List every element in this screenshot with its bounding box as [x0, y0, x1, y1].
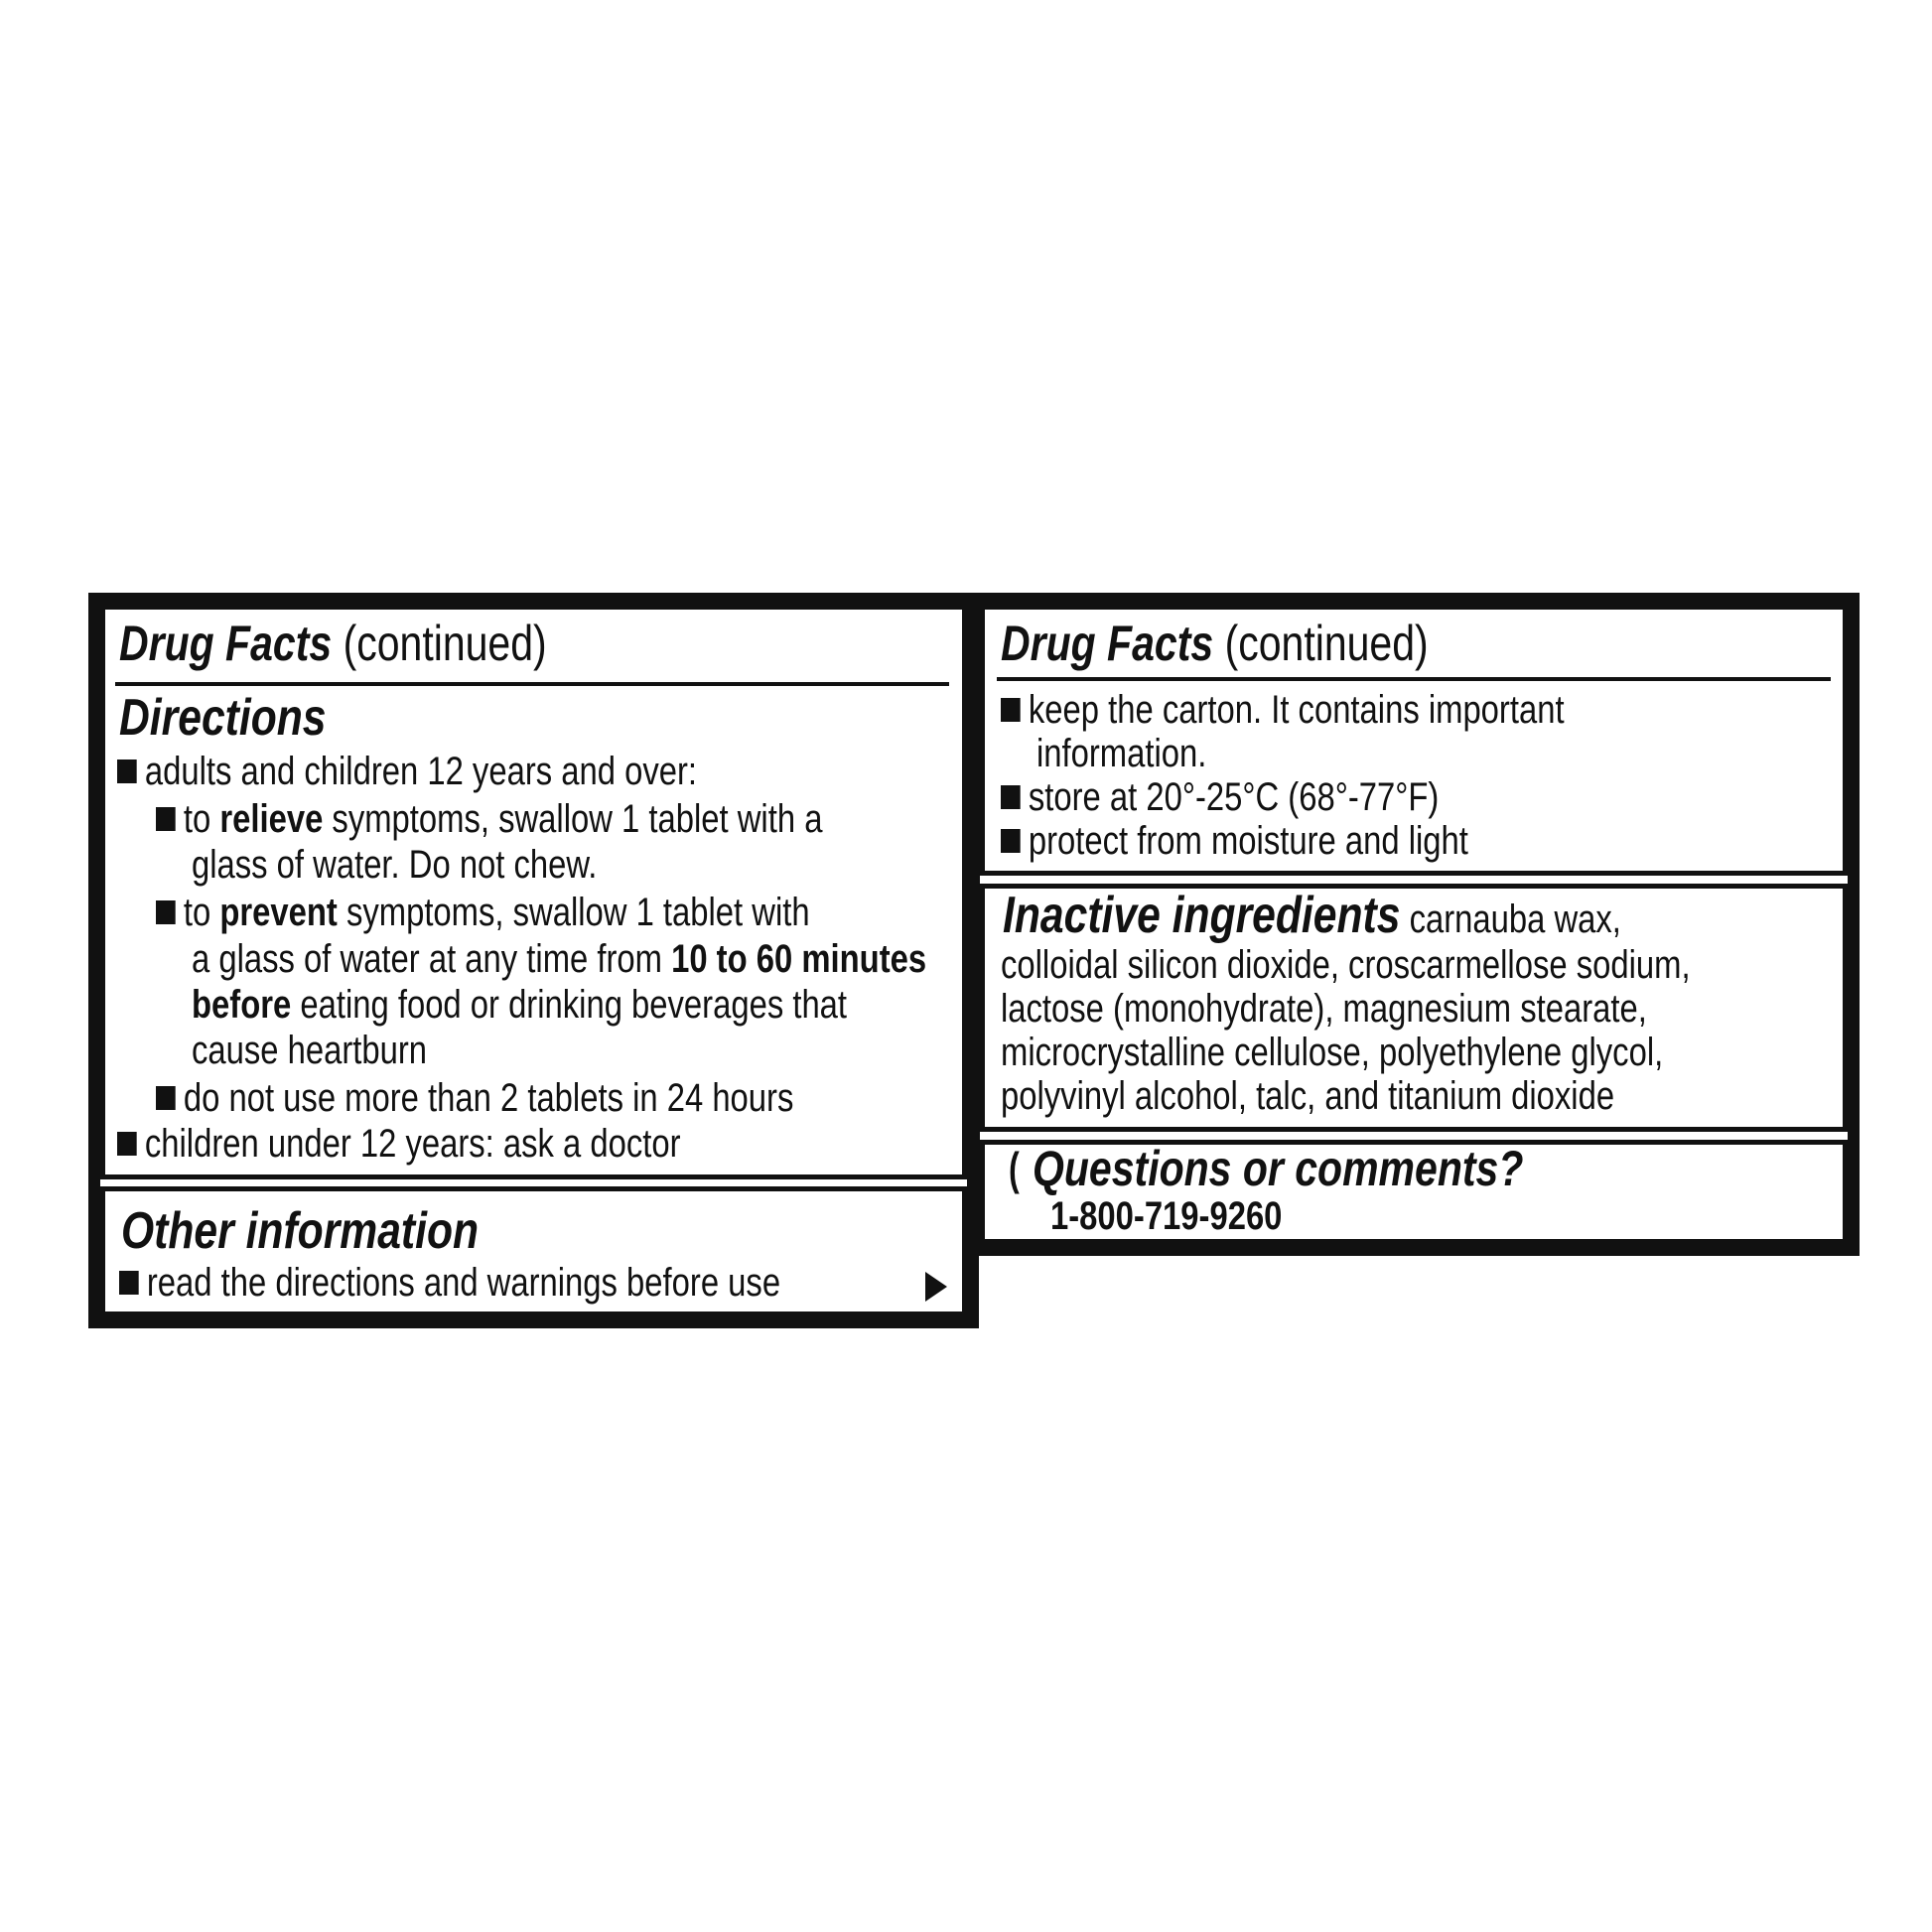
bullet [1001, 829, 1021, 853]
inactive-ingredients-line1: Inactive ingredients carnauba wax, [1003, 887, 1621, 944]
storage-item-moisture: protect from moisture and light [1001, 819, 1468, 863]
other-info-title: Other information [121, 1202, 480, 1260]
bullet [117, 1132, 137, 1156]
directions-relieve-cont: glass of water. Do not chew. [192, 843, 598, 887]
directions-relieve: to relieve symptoms, swallow 1 tablet with a [156, 797, 822, 841]
directions-prevent-cont1: a glass of water at any time from 10 to 60 minutes [192, 937, 927, 981]
right-header-rule [997, 677, 1831, 681]
bullet [156, 900, 176, 924]
storage-item-carton: keep the carton. It contains important [1001, 688, 1565, 732]
directions-prevent: to prevent symptoms, swallow 1 tablet with [156, 891, 810, 934]
phone-icon: ( [1009, 1143, 1020, 1194]
bullet [1001, 698, 1021, 722]
inactive-ingredients-line3: lactose (monohydrate), magnesium stearate, [1001, 987, 1647, 1031]
left-header-rule [115, 682, 949, 686]
bullet [119, 1271, 139, 1295]
directions-title: Directions [119, 689, 327, 747]
phone-number: 1-800-719-9260 [1050, 1194, 1283, 1238]
storage-item-temperature: store at 20°-25°C (68°-77°F) [1001, 775, 1439, 819]
inactive-ingredients-title: Inactive ingredients [1003, 887, 1401, 944]
directions-prevent-cont2: before eating food or drinking beverages that [192, 983, 848, 1027]
storage-item-carton-cont: information. [1036, 732, 1207, 775]
bullet [156, 1086, 176, 1110]
directions-prevent-cont3: cause heartburn [192, 1029, 428, 1072]
right-header: Drug Facts (continued) [1001, 616, 1429, 671]
bullet [1001, 785, 1021, 809]
directions-limit: do not use more than 2 tablets in 24 hours [156, 1076, 793, 1120]
left-header: Drug Facts (continued) [119, 616, 547, 671]
arrow-right-icon [925, 1272, 947, 1302]
directions-children: children under 12 years: ask a doctor [117, 1122, 681, 1166]
bullet [156, 807, 176, 831]
questions-title: Questions or comments? [1033, 1141, 1524, 1196]
inactive-ingredients-line5: polyvinyl alcohol, talc, and titanium dioxide [1001, 1074, 1615, 1118]
inactive-ingredients-line4: microcrystalline cellulose, polyethylene glycol, [1001, 1031, 1664, 1074]
other-info-item: read the directions and warnings before use [119, 1261, 780, 1305]
directions-adults: adults and children 12 years and over: [117, 750, 697, 793]
inactive-ingredients-line2: colloidal silicon dioxide, croscarmellose sodium, [1001, 943, 1691, 987]
bullet [117, 759, 137, 783]
